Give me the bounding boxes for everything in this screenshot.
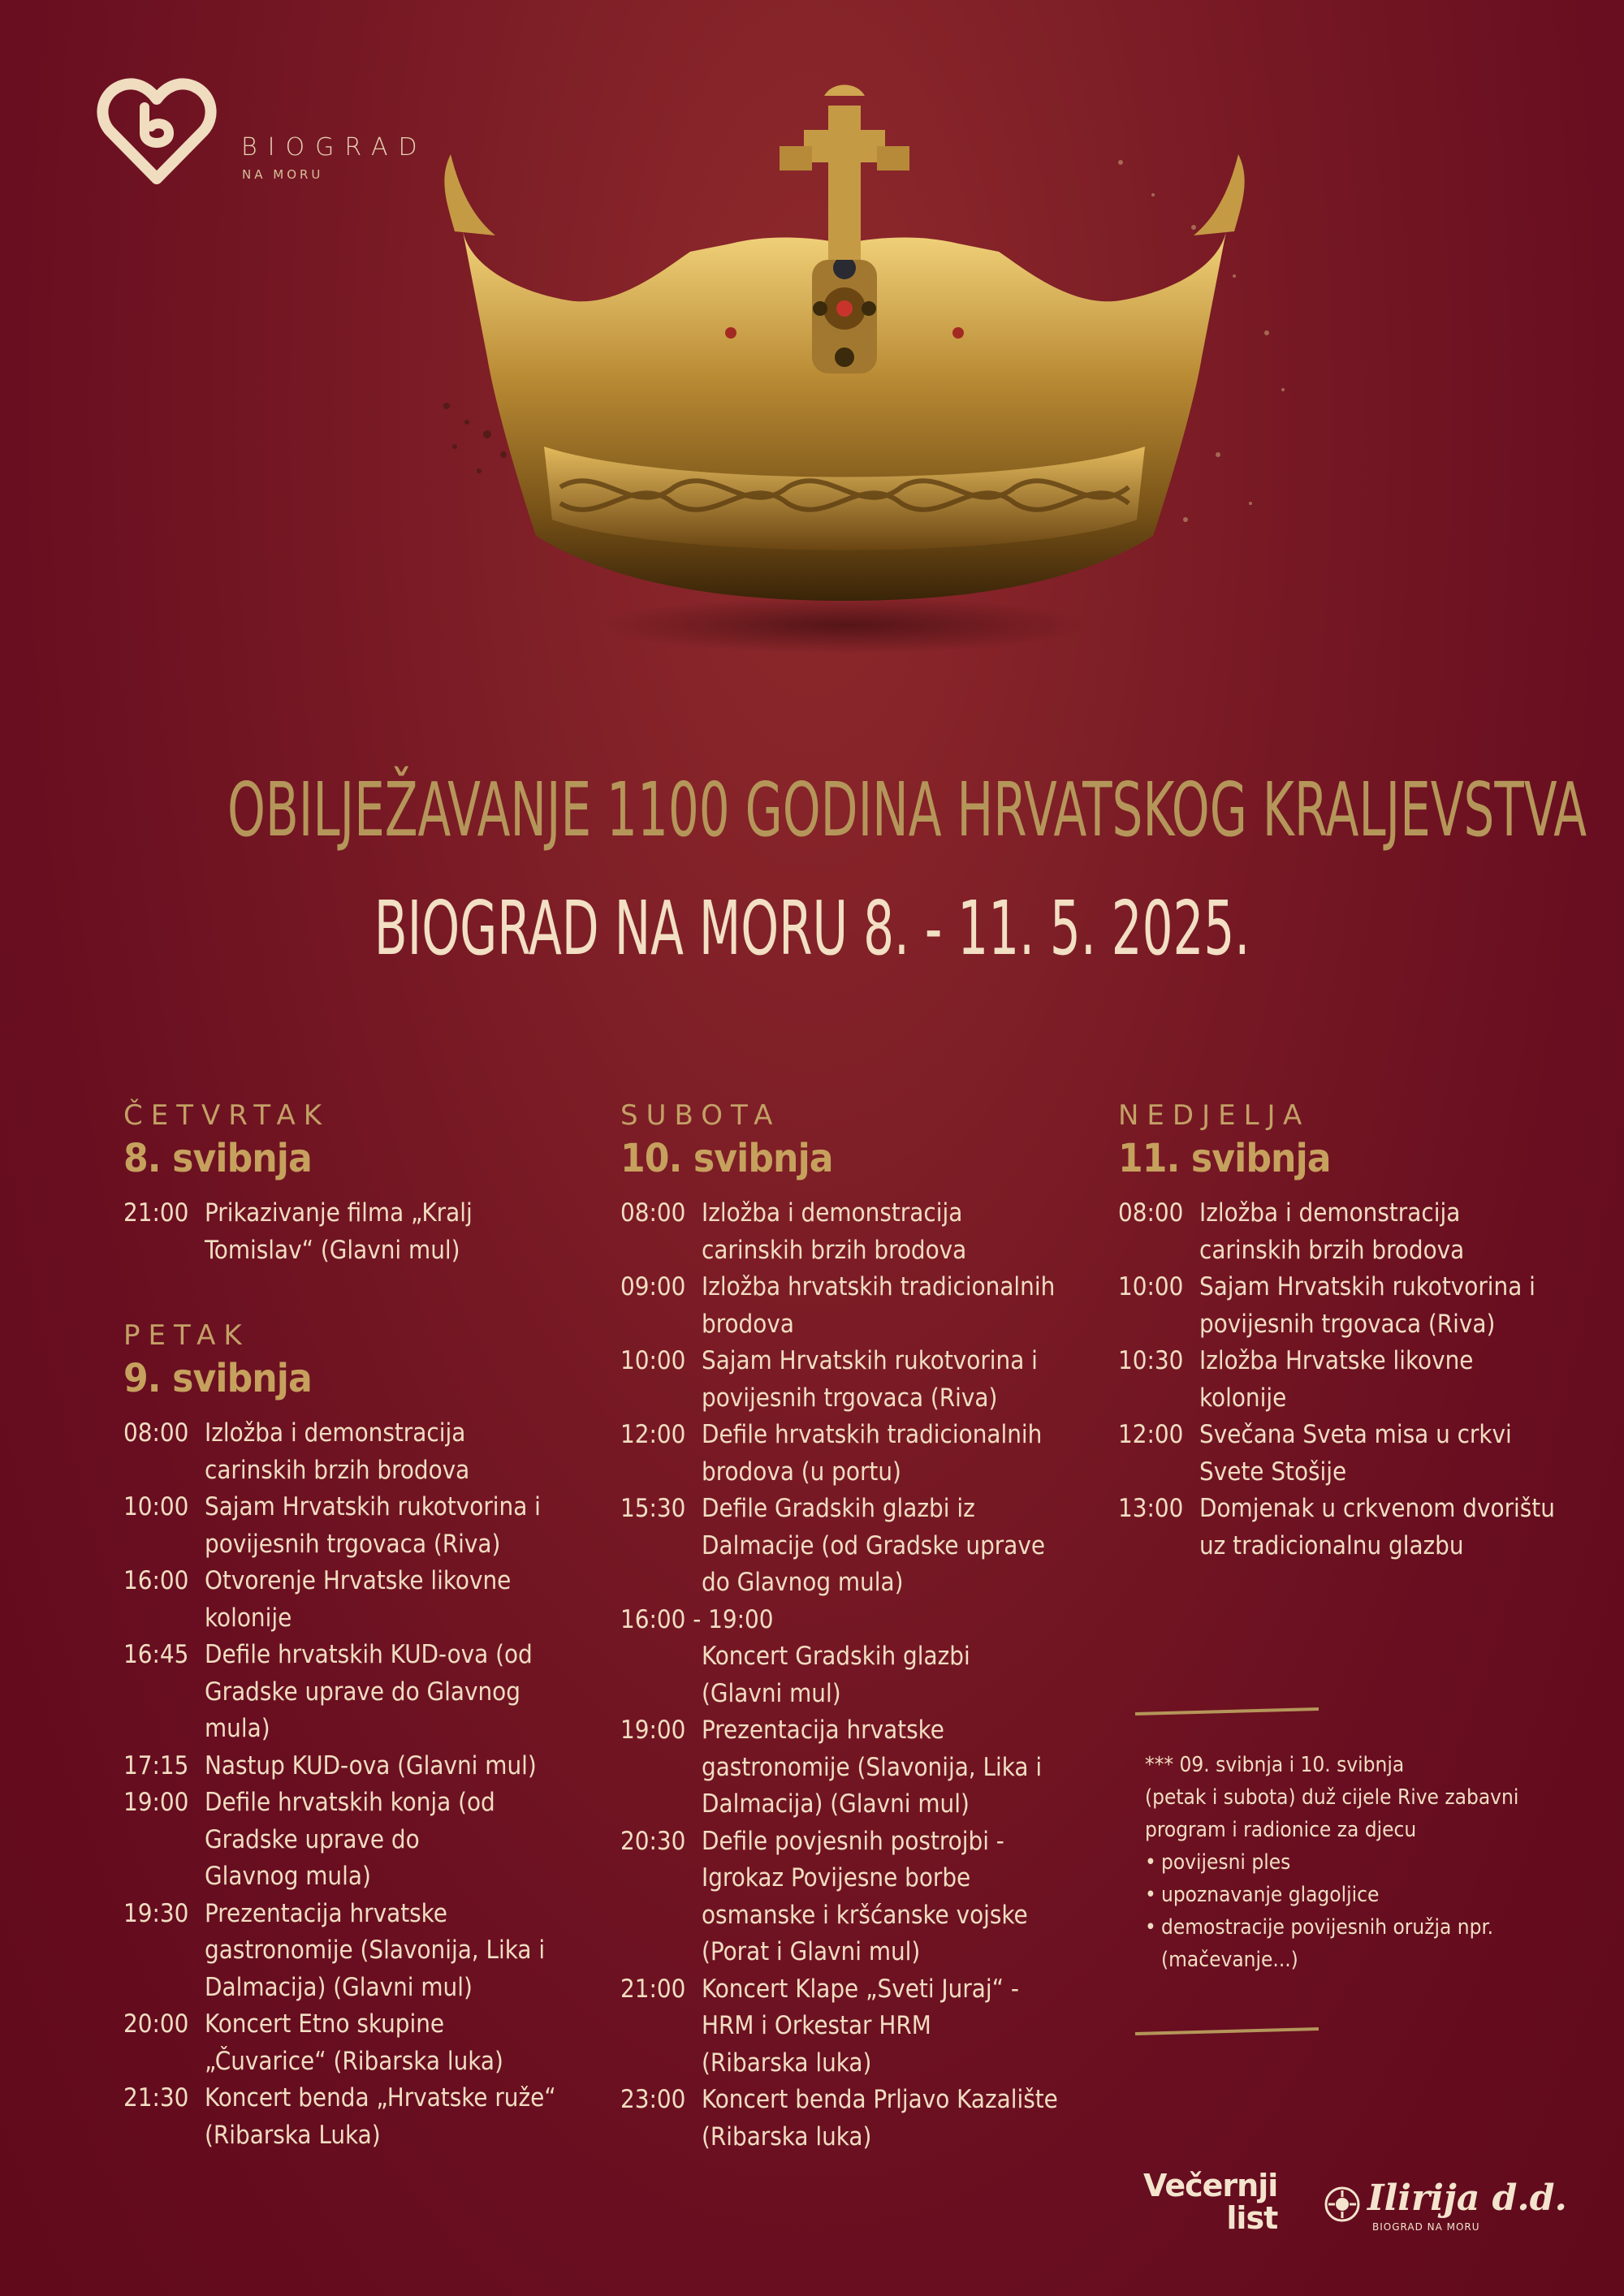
event-item bbox=[123, 1489, 578, 1563]
event-time: 16:00 bbox=[123, 1566, 189, 1595]
event-desc: Izložba i demonstracija carinskih brzih brodova bbox=[205, 1418, 470, 1485]
event-desc: Defile hrvatskih KUD-ova (od Gradske uprave do Glavnog mula) bbox=[205, 1640, 533, 1743]
day-thursday bbox=[123, 1098, 578, 1269]
page-title: OBILJEŽAVANJE 1100 GODINA HRVATSKOG KRALJEVSTVA bbox=[227, 766, 1587, 853]
event-item bbox=[123, 1785, 578, 1896]
event-desc: Sajam Hrvatskih rukotvorina i povijesnih trgovaca (Riva) bbox=[205, 1492, 541, 1559]
sponsor-ilirija-logo: Ilirija d.d. bbox=[1367, 2177, 1567, 2219]
note-list bbox=[1145, 1846, 1527, 1976]
note-list-item: • povijesni ples bbox=[1145, 1846, 1527, 1879]
day-name: ČETVRTAK bbox=[123, 1099, 330, 1132]
day-name: SUBOTA bbox=[620, 1099, 781, 1132]
event-time: 10:00 bbox=[620, 1346, 686, 1375]
event-item bbox=[620, 1491, 1075, 1602]
event-time: 13:00 bbox=[1118, 1494, 1184, 1523]
event-time: 10:00 bbox=[1118, 1272, 1184, 1301]
event-desc: Defile hrvatskih tradicionalnih brodova (u portu) bbox=[702, 1420, 1043, 1487]
event-desc: Nastup KUD-ova (Glavni mul) bbox=[205, 1750, 537, 1780]
event-time: 21:00 bbox=[620, 1974, 686, 2004]
day-date: 10. svibnja bbox=[620, 1136, 833, 1181]
note-line: *** 09. svibnja i 10. svibnja bbox=[1145, 1753, 1405, 1777]
event-time: 09:00 bbox=[620, 1272, 686, 1301]
logo-subtitle: NA MORU bbox=[242, 167, 324, 182]
event-time: 20:30 bbox=[620, 1826, 686, 1856]
event-time: 12:00 bbox=[620, 1420, 686, 1449]
event-item bbox=[620, 1269, 1075, 1343]
sponsor-vecernji-list-logo bbox=[1143, 2169, 1277, 2234]
heart-logo-icon bbox=[96, 75, 218, 188]
event-time: 20:00 bbox=[123, 2009, 189, 2039]
event-item bbox=[1118, 1491, 1573, 1564]
kids-program-note bbox=[1145, 1749, 1527, 1976]
event-time: 08:00 bbox=[123, 1418, 189, 1448]
event-desc: Svečana Sveta misa u crkvi Svete Stošije bbox=[1199, 1420, 1512, 1487]
event-item bbox=[620, 1343, 1075, 1417]
event-item bbox=[123, 1748, 578, 1785]
divider bbox=[1135, 1707, 1319, 1716]
event-item bbox=[620, 1602, 1075, 1713]
event-desc: Defile povjesnih postrojbi - Igrokaz Povijesne borbe osmanske i kršćanske vojske (Porat i Glavni mul) bbox=[702, 1826, 1028, 1966]
event-item bbox=[1118, 1343, 1573, 1417]
event-desc: Izložba i demonstracija carinskih brzih brodova bbox=[702, 1198, 967, 1265]
event-time: 08:00 bbox=[620, 1198, 686, 1228]
event-time: 16:45 bbox=[123, 1640, 189, 1669]
event-desc: Prikazivanje filma „Kralj Tomislav“ (Glavni mul) bbox=[205, 1198, 473, 1265]
event-item bbox=[123, 1637, 578, 1748]
event-desc: Sajam Hrvatskih rukotvorina i povijesnih trgovaca (Riva) bbox=[702, 1346, 1038, 1413]
event-desc: Otvorenje Hrvatske likovne kolonije bbox=[205, 1566, 512, 1633]
event-item bbox=[620, 2082, 1075, 2156]
day-friday bbox=[123, 1318, 578, 2154]
day-name: PETAK bbox=[123, 1319, 250, 1352]
event-item bbox=[123, 1195, 578, 1269]
event-time: 23:00 bbox=[620, 2085, 686, 2114]
day-saturday bbox=[620, 1098, 1075, 2156]
day-date: 8. svibnja bbox=[123, 1136, 312, 1181]
event-desc: Prezentacija hrvatske gastronomije (Slavonija, Lika i Dalmacija) (Glavni mul) bbox=[205, 1898, 546, 2002]
event-item bbox=[620, 1971, 1075, 2082]
event-item bbox=[123, 2080, 578, 2154]
event-item bbox=[123, 1415, 578, 1489]
event-desc: Izložba i demonstracija carinskih brzih brodova bbox=[1199, 1198, 1465, 1265]
event-item bbox=[123, 1896, 578, 2007]
logo-name: BIOGRAD bbox=[241, 133, 428, 162]
event-time: 21:00 bbox=[123, 1198, 189, 1228]
note-list-item: • upoznavanje glagoljice bbox=[1145, 1879, 1527, 1911]
sponsor-line: Večernji bbox=[1143, 2168, 1278, 2203]
event-item bbox=[1118, 1269, 1573, 1343]
program-column-2 bbox=[620, 1098, 1075, 2156]
day-date: 9. svibnja bbox=[123, 1356, 312, 1401]
day-date: 11. svibnja bbox=[1118, 1136, 1331, 1181]
event-item bbox=[620, 1712, 1075, 1823]
event-time: 08:00 bbox=[1118, 1198, 1184, 1228]
note-line: program i radionice za djecu bbox=[1145, 1818, 1417, 1842]
event-time: 10:00 bbox=[123, 1492, 189, 1521]
event-item bbox=[620, 1195, 1075, 1269]
event-time: 10:30 bbox=[1118, 1346, 1184, 1375]
sponsor-ilirija-subtitle: BIOGRAD NA MORU bbox=[1372, 2221, 1480, 2233]
event-item bbox=[123, 2006, 578, 2080]
event-desc: Koncert Gradskih glazbi (Glavni mul) bbox=[702, 1642, 970, 1708]
event-item bbox=[620, 1823, 1075, 1971]
crown-image bbox=[422, 65, 1315, 714]
event-item bbox=[123, 1563, 578, 1637]
event-desc: Izložba Hrvatske likovne kolonije bbox=[1199, 1346, 1474, 1413]
event-desc: Defile hrvatskih konja (od Gradske uprave do Glavnog mula) bbox=[205, 1788, 495, 1891]
event-item bbox=[1118, 1417, 1573, 1491]
event-time: 21:30 bbox=[123, 2083, 189, 2113]
event-desc: Koncert Etno skupine „Čuvarice“ (Ribarska luka) bbox=[205, 2009, 503, 2076]
day-sunday bbox=[1118, 1098, 1573, 1564]
event-desc: Sajam Hrvatskih rukotvorina i povijesnih trgovaca (Riva) bbox=[1199, 1272, 1535, 1339]
event-desc: Defile Gradskih glazbi iz Dalmacije (od Gradske uprave do Glavnog mula) bbox=[702, 1494, 1046, 1597]
note-line: (petak i subota) duž cijele Rive zabavni bbox=[1145, 1785, 1519, 1810]
divider bbox=[1135, 2027, 1319, 2035]
event-desc: Izložba hrvatskih tradicionalnih brodova bbox=[702, 1272, 1056, 1339]
event-item bbox=[620, 1417, 1075, 1491]
event-desc: Koncert benda „Hrvatske ruže“ (Ribarska Luka) bbox=[205, 2083, 556, 2150]
event-time: 19:30 bbox=[123, 1898, 189, 1928]
event-desc: Prezentacija hrvatske gastronomije (Slavonija, Lika i Dalmacija) (Glavni mul) bbox=[702, 1716, 1043, 1819]
event-desc: Koncert benda Prljavo Kazalište (Ribarska luka) bbox=[702, 2085, 1058, 2151]
event-time: 15:30 bbox=[620, 1494, 686, 1523]
event-desc: Koncert Klape „Sveti Juraj“ - HRM i Orkestar HRM (Ribarska luka) bbox=[702, 1974, 1019, 2078]
event-time: 12:00 bbox=[1118, 1420, 1184, 1449]
note-list-item: • demostracije povijesnih oružja npr. (mačevanje...) bbox=[1145, 1911, 1527, 1976]
sponsor-line: list bbox=[1226, 2200, 1278, 2236]
page-subtitle: BIOGRAD NA MORU 8. - 11. 5. 2025. bbox=[374, 885, 1250, 972]
event-time: 17:15 bbox=[123, 1750, 189, 1780]
ilirija-emblem-icon bbox=[1324, 2186, 1361, 2223]
event-time: 19:00 bbox=[620, 1716, 686, 1745]
event-item bbox=[1118, 1195, 1573, 1269]
event-time: 16:00 - 19:00 bbox=[620, 1604, 774, 1634]
program-column-3 bbox=[1118, 1098, 1573, 1564]
program-column-1 bbox=[123, 1098, 578, 2154]
day-name: NEDJELJA bbox=[1118, 1099, 1311, 1132]
event-desc: Domjenak u crkvenom dvorištu uz tradicionalnu glazbu bbox=[1199, 1494, 1555, 1560]
event-time: 19:00 bbox=[123, 1788, 189, 1817]
